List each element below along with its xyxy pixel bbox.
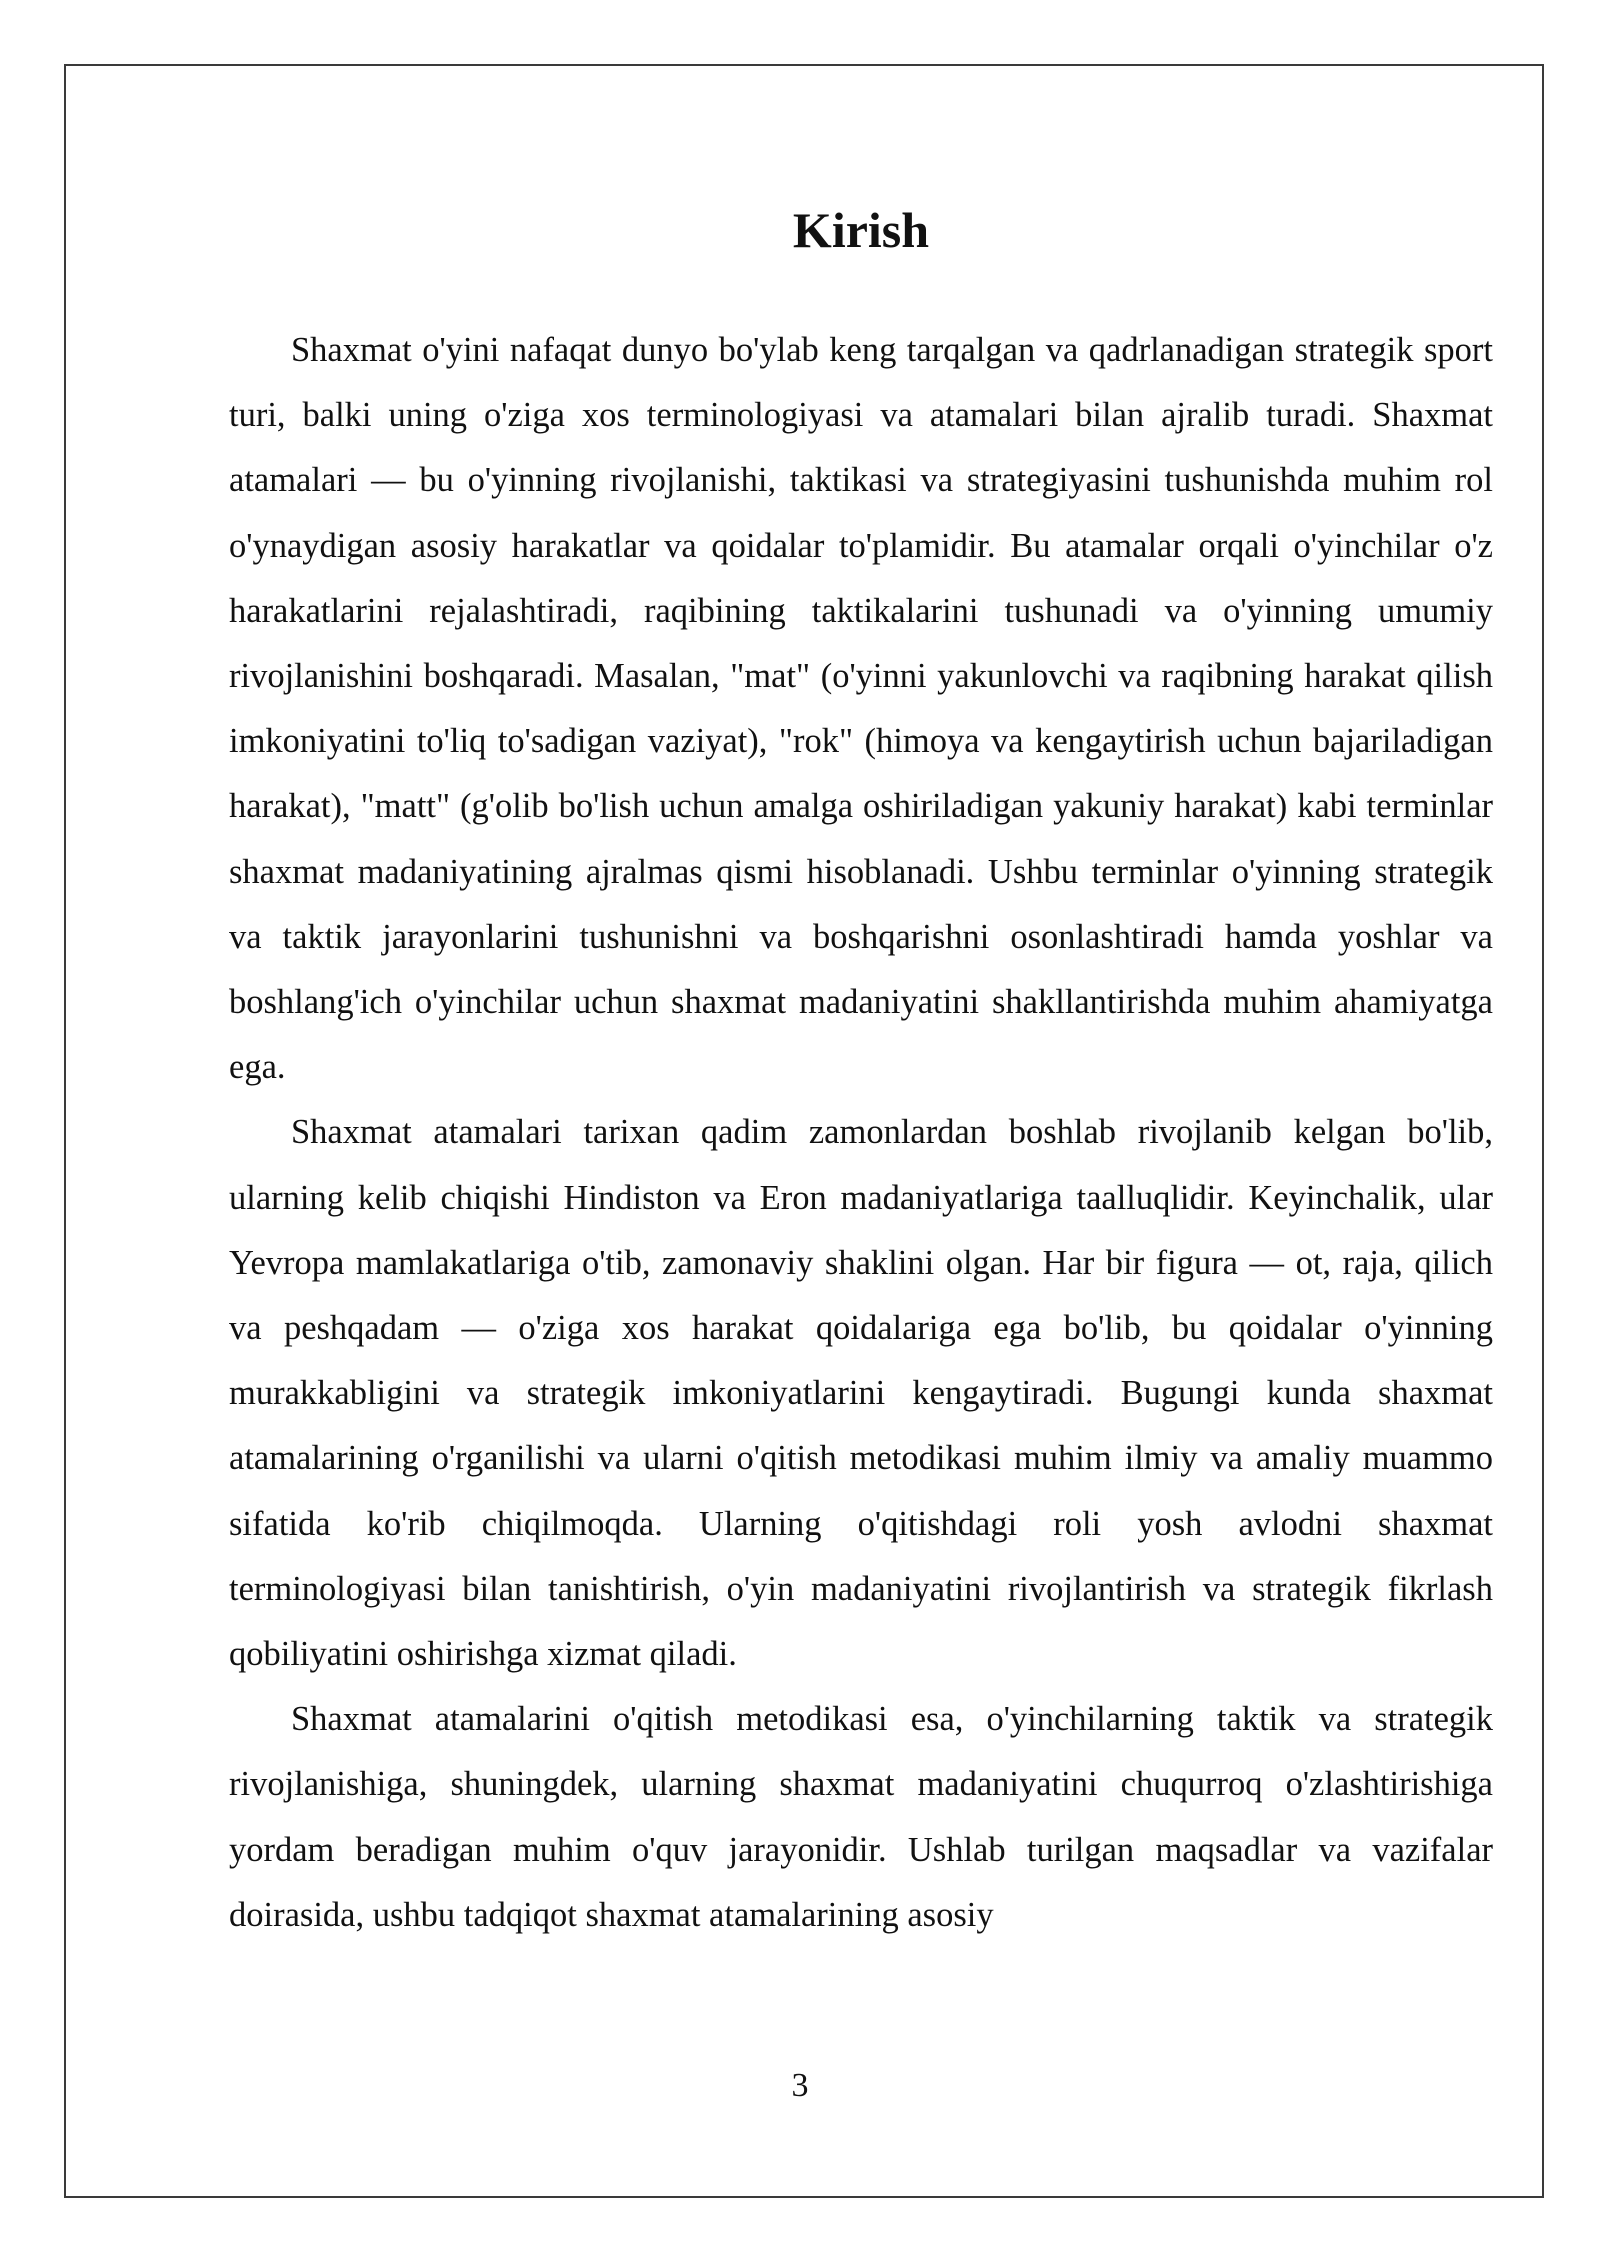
paragraph-2: Shaxmat atamalari tarixan qadim zamonlardan boshlab rivojlanib kelgan bo'lib, ularning kelib chiqishi Hindiston va Eron madaniyatlariga taalluqlidir. Keyinchalik, ular Yevropa mamlakatlariga o'tib, zamonaviy shaklini olgan. Har bir figura — ot, raja, qilich va peshqadam — o'ziga xos harakat qoidalariga ega bo'lib, bu qoidalar o'yinning murakkabligini va strategik imkoniyatlarini kengaytiradi. Bugungi kunda shaxmat atamalarining o'rganilishi va ularni o'qitish metodikasi muhim ilmiy va amaliy muammo sifatida ko'rib chiqilmoqda. Ularning o'qitishdagi roli yosh avlodni shaxmat terminologiyasi bilan tanishtirish, o'yin madaniyatini rivojlantirish va strategik fikrlash qobiliyatini oshirishga xizmat qiladi.	[229, 1113, 1493, 1674]
page-title: Kirish	[792, 202, 930, 258]
paragraph-3: Shaxmat atamalarini o'qitish metodikasi esa, o'yinchilarning taktik va strategik rivojlanishiga, shuningdek, ularning shaxmat madaniyatini chuqurroq o'zlashtirishiga yordam beradigan muhim o'quv jarayonidir. Ushlab turilgan maqsadlar va vazifalar doirasida, ushbu tadqiqot shaxmat atamalarining asosiy	[229, 1700, 1493, 1934]
paragraph-1: Shaxmat o'yini nafaqat dunyo bo'ylab keng tarqalgan va qadrlanadigan strategik sport turi, balki uning o'ziga xos terminologiyasi va atamalari bilan ajralib turadi. Shaxmat atamalari — bu o'yinning rivojlanishi, taktikasi va strategiyasini tushunishda muhim rol o'ynaydigan asosiy harakatlar va qoidalar to'plamidir. Bu atamalar orqali o'yinchilar o'z harakatlarini rejalashtiradi, raqibining taktikalarini tushunadi va o'yinning umumiy rivojlanishini boshqaradi. Masalan, "mat" (o'yinni yakunlovchi va raqibning harakat qilish imkoniyatini to'liq to'sadigan vaziyat), "rok" (himoya va kengaytirish uchun bajariladigan harakat), "matt" (g'olib bo'lish uchun amalga oshiriladigan yakuniy harakat) kabi terminlar shaxmat madaniyatining ajralmas qismi hisoblanadi. Ushbu terminlar o'yinning strategik va taktik jarayonlarini tushunishni va boshqarishni osonlashtiradi hamda yoshlar va boshlang'ich o'yinchilar uchun shaxmat madaniyatini shakllantirishda muhim ahamiyatga ega.	[229, 331, 1493, 1087]
page-number: 3	[791, 2067, 809, 2104]
document-body	[229, 200, 1493, 1948]
